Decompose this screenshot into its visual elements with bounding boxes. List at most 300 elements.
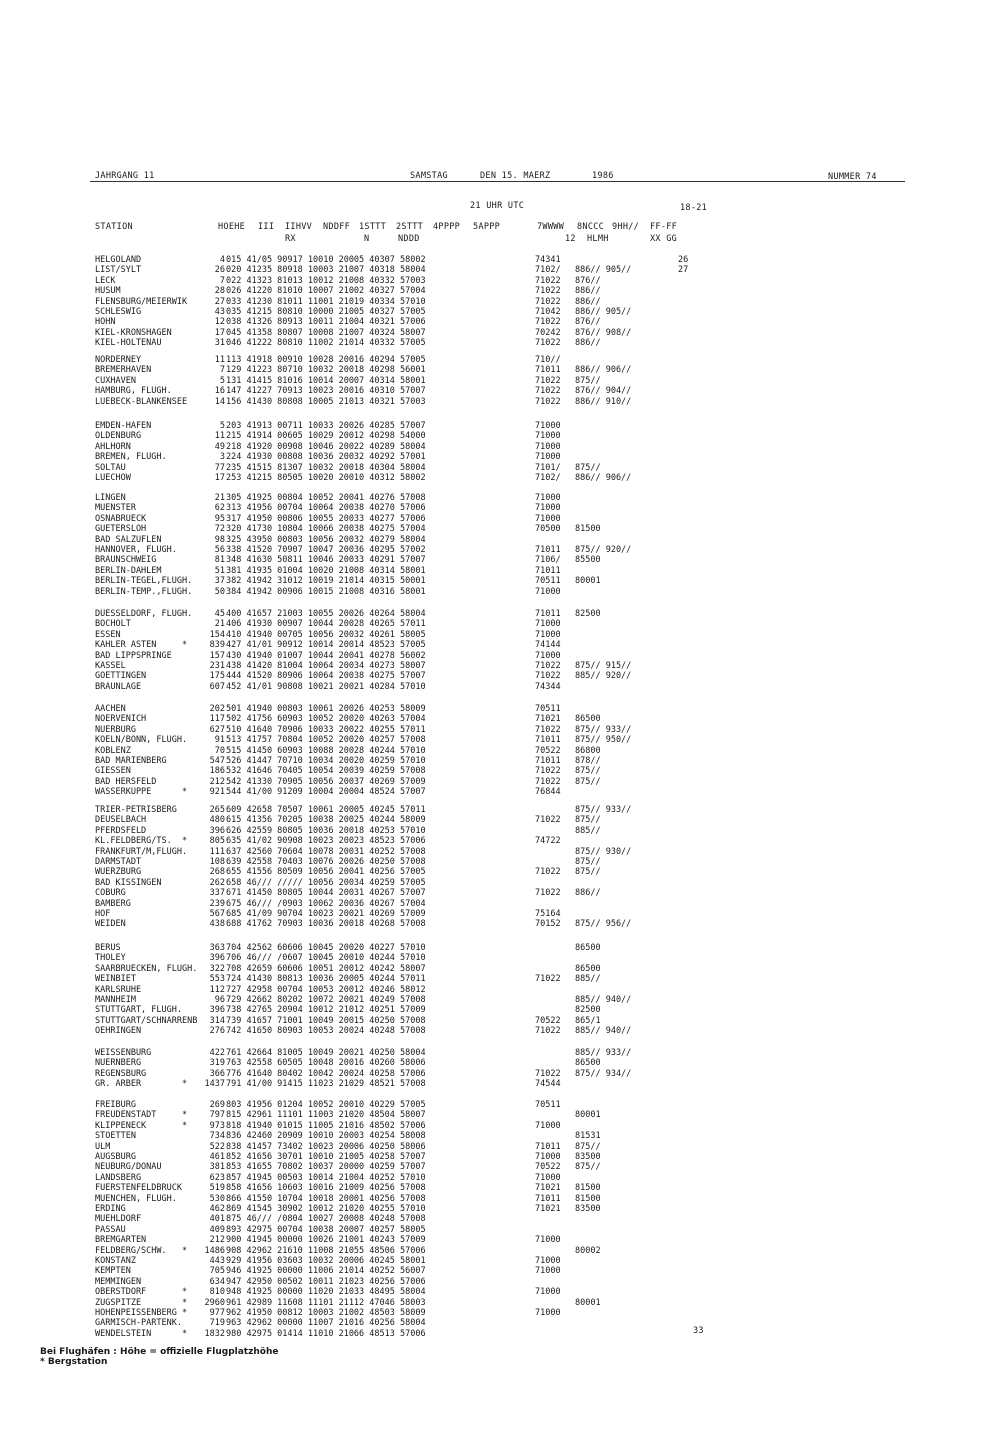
group-7: 71000 [535,586,561,597]
group-8-9: 875// [575,867,601,878]
group-7: 71011 [535,1193,561,1204]
station-name: GARMISCH-PARTENK. [95,1318,182,1329]
station-name: MUENCHEN, FLUGH. [95,1193,177,1204]
station-name: TRIER-PETRISBERG [95,805,177,815]
group-7: 70511 [535,1100,561,1110]
extra-group: 26 [678,255,689,265]
table-row [95,964,715,975]
station-height: 396 [209,825,225,836]
group-7: 71011 [535,365,561,376]
station-code-groups: 033 41230 81011 11001 21019 40334 57010 [226,296,426,307]
group-7: 71022 [535,396,561,407]
station-code-groups: 853 41655 70802 10037 20000 40259 57007 [226,1162,426,1173]
group-7: 71022 [535,724,561,735]
group-8-9: 886// [575,888,601,899]
time-range: 18-21 [680,203,708,213]
station-code-groups: 320 41730 10804 10066 20038 40275 57004 [226,524,426,535]
station-height: 634 [209,1276,225,1287]
table-row [95,630,715,641]
station-height: 26 [214,265,225,276]
table-row [95,1026,715,1037]
station-name: HOHN [95,317,116,328]
group-7: 70500 [535,524,561,535]
station-height: 627 [209,724,225,735]
group-8-9: 81500 [575,1193,601,1204]
column-header-label: N [364,234,370,244]
group-8-9: 80001 [575,576,601,587]
page-number: 33 [693,1326,704,1336]
extra-group: 27 [678,265,689,276]
station-name: BRAUNLAGE [95,681,142,692]
group-8-9: 875// [575,776,601,787]
station-name: KARLSRUHE [95,984,142,995]
table-row [95,826,715,837]
table-row [95,909,715,920]
group-7: 71022 [535,766,561,777]
station-name: EMDEN-HAFEN [95,421,152,431]
station-name: WUERZBURG [95,867,142,878]
station-code-groups: 542 41330 70905 10056 20037 40269 57009 [226,776,426,787]
group-8-9: 86500 [575,943,601,953]
station-code-groups: 218 41920 00908 10046 20022 40289 58004 [226,441,426,452]
time-utc: 21 UHR UTC [470,201,525,211]
table-row [95,1214,715,1225]
station-height: 4 [219,255,225,265]
station-code-groups: 400 41657 21003 10055 20026 40264 58004 [226,609,426,619]
group-8-9: 82500 [575,1005,601,1016]
station-name: NORDERNEY [95,355,142,365]
group-8-9: 885// 933// [575,1048,632,1058]
station-height: 1486 [204,1245,225,1256]
table-row [95,899,715,910]
table-row [95,566,715,577]
group-7: 71021 [535,714,561,725]
station-height: 276 [209,1026,225,1037]
table-row [95,766,715,777]
group-7: 71011 [535,565,561,576]
group-7: 71000 [535,629,561,640]
station-name: HELGOLAND [95,255,142,265]
station-code-groups: 305 41925 00804 10052 20041 40276 57008 [226,493,426,503]
station-height: 51 [214,565,225,576]
group-7: 71021 [535,1183,561,1194]
table-row [95,725,715,736]
group-7: 71000 [535,431,561,442]
station-name: BERLIN-TEGEL,FLUGH. [95,576,193,587]
column-header-label: 8NCCC [577,222,605,232]
group-7: 71000 [535,452,561,463]
station-name: FRANKFURT/M,FLUGH. [95,846,188,857]
station-code-groups: 962 41950 00812 10003 21002 48503 58009 [226,1308,426,1318]
station-code-groups: 803 41956 01204 10052 20010 40229 57005 [226,1100,426,1110]
station-height: 1832 [204,1328,225,1339]
station-height: 14 [214,396,225,407]
station-code-groups: 727 42958 00704 10053 20012 40246 58012 [226,984,426,995]
station-height: 202 [209,704,225,714]
station-code-groups: 637 42560 70604 10078 20031 40252 57008 [226,846,426,857]
table-row [95,1152,715,1163]
station-name: KLIPPENECK * [95,1120,188,1131]
table-row [95,1142,715,1153]
group-7: 71000 [535,493,561,503]
station-name: OSNABRUECK [95,513,147,524]
group-8-9: 876// 908// [575,327,632,338]
station-code-groups: 836 42460 20909 10010 20003 40254 58008 [226,1131,426,1142]
group-7: 71000 [535,1266,561,1277]
group-7: 71000 [535,1287,561,1298]
group-7: 71022 [535,386,561,397]
group-8-9: 876// 904// [575,386,632,397]
station-code-groups: 635 41/02 90908 10023 20023 48523 57006 [226,836,426,847]
group-8-9: 885// [575,825,601,836]
group-7: 71022 [535,974,561,985]
station-name: WEISSENBURG [95,1048,152,1058]
station-code-groups: 866 41550 10704 10018 20001 40256 57008 [226,1193,426,1204]
table-row [95,1110,715,1121]
table-row [95,857,715,868]
footnote-airports: Bei Flughäfen : Höhe = offizielle Flugplatzhöhe [40,1347,279,1357]
table-row [95,265,715,276]
table-row [95,317,715,328]
table-row [95,985,715,996]
station-name: LUEBECK-BLANKENSEE [95,396,188,407]
table-row [95,307,715,318]
station-height: 154 [209,629,225,640]
station-height: 11 [214,431,225,442]
group-7: 71022 [535,661,561,671]
station-name: BAD SALZUFLEN [95,534,162,545]
station-code-groups: 615 41356 70205 10038 20025 40244 58009 [226,815,426,826]
group-8-9: 876// [575,275,601,286]
column-header-label: 7WWWW [537,222,565,232]
table-row [95,836,715,847]
table-row [95,1277,715,1288]
station-name: ULM [95,1141,111,1152]
group-8-9: 80001 [575,1110,601,1121]
column-header-label: NDDFF [323,222,351,232]
station-name: BAD MARIENBERG [95,756,167,766]
station-name: AHLHORN [95,441,131,452]
station-name: KL.FELDBERG/TS. * [95,836,188,847]
column-header-label: 4PPPP [433,222,461,232]
jahrgang: JAHRGANG 11 [95,171,155,181]
station-code-groups: 729 42662 80202 10072 20021 40249 57008 [226,995,426,1005]
group-7: 71000 [535,650,561,661]
group-8-9: 875// [575,857,601,867]
column-header-label: 2STTT [396,222,424,232]
station-code-groups: 980 42975 01414 11010 21066 48513 57006 [226,1328,426,1339]
station-name: HUSUM [95,286,121,297]
group-8-9: 886// 906// [575,365,632,376]
station-name: BREMERHAVEN [95,365,152,376]
station-height: 95 [214,513,225,524]
table-row [95,815,715,826]
table-row [95,463,715,474]
group-7: 70522 [535,745,561,756]
station-code-groups: 215 41914 00605 10029 20012 40298 54000 [226,431,426,442]
station-code-groups: 026 41220 81010 10007 21002 40327 57004 [226,286,426,297]
table-row [95,1256,715,1267]
station-code-groups: 675 46/// /0903 10062 20036 40267 57004 [226,898,426,909]
station-name: KONSTANZ [95,1256,136,1266]
station-height: 31 [214,338,225,349]
station-code-groups: 381 41935 01004 10020 21008 40314 58001 [226,565,426,576]
station-code-groups: 224 41930 00808 10036 20032 40292 57001 [226,452,426,463]
table-row [95,1246,715,1257]
group-8-9: 885// 920// [575,671,632,682]
station-height: 805 [209,836,225,847]
station-height: 21 [214,619,225,630]
station-height: 480 [209,815,225,826]
footnote-mountain: * Bergstation [40,1357,108,1367]
station-name: KOELN/BONN, FLUGH. [95,735,188,746]
station-code-groups: 046 41222 80810 11002 21014 40332 57005 [226,338,426,349]
station-code-groups: 444 41520 80906 10064 20038 40275 57007 [226,671,426,682]
station-height: 212 [209,776,225,787]
group-8-9: 83500 [575,1152,601,1162]
group-7: 74544 [535,1079,561,1090]
station-height: 70 [214,745,225,756]
station-height: 322 [209,963,225,974]
table-row [95,386,715,397]
table-row [95,1225,715,1236]
station-code-groups: 406 41930 00907 10044 20028 40265 57011 [226,619,426,630]
station-height: 50 [214,586,225,597]
station-name: BREMGARTEN [95,1235,147,1246]
station-name: WASSERKUPPE * [95,787,188,798]
group-7: 71000 [535,1256,561,1266]
group-8-9: 875// 930// [575,846,632,857]
group-8-9: 83500 [575,1204,601,1214]
station-code-groups: 961 42989 11608 11101 21112 47046 58003 [226,1297,426,1308]
station-height: 973 [209,1120,225,1131]
table-row [95,1298,715,1309]
station-height: 21 [214,493,225,503]
station-height: 157 [209,650,225,661]
column-header-label: STATION [95,222,133,232]
station-name: PFERDSFELD [95,825,147,836]
station-code-groups: 858 41656 10603 10016 21009 40256 57008 [226,1183,426,1194]
group-7: 71022 [535,1026,561,1037]
station-name: HANNOVER, FLUGH. [95,545,177,555]
station-name: STUTTGART, FLUGH. [95,1005,182,1016]
group-8-9: 875// [575,1162,601,1173]
station-name: FLENSBURG/MEIERWIK [95,296,188,307]
table-row [95,431,715,442]
group-8-9: 81500 [575,1183,601,1194]
station-name: FUERSTENFELDBRUCK [95,1183,182,1194]
station-name: NEUBURG/DONAU [95,1162,162,1173]
station-code-groups: 739 41657 71001 10049 20015 40250 57008 [226,1015,426,1026]
station-height: 438 [209,919,225,930]
station-height: 17 [214,327,225,338]
station-height: 239 [209,898,225,909]
group-7: 71022 [535,317,561,328]
table-row [95,397,715,408]
group-8-9: 876// [575,317,601,328]
group-7: 71000 [535,421,561,431]
group-7: 71000 [535,503,561,514]
station-code-groups: 131 41415 81016 10014 20007 40314 58001 [226,375,426,386]
table-row [95,1318,715,1329]
table-row [95,671,715,682]
station-height: 45 [214,609,225,619]
column-header-label: NDDD [398,234,420,244]
group-7: 7106/ [535,555,561,566]
table-row [95,1005,715,1016]
station-height: 797 [209,1110,225,1121]
table-row [95,1048,715,1059]
station-height: 56 [214,545,225,555]
table-row [95,878,715,889]
group-7: 74144 [535,640,561,651]
table-row [95,535,715,546]
table-row [95,847,715,858]
station-height: 567 [209,909,225,919]
station-name: COBURG [95,888,126,899]
station-code-groups: 761 42664 81005 10049 20021 40250 58004 [226,1048,426,1058]
table-row [95,587,715,598]
group-8-9: 886// [575,338,601,349]
station-name: LECK [95,275,116,286]
table-row [95,682,715,693]
station-code-groups: 838 41457 73402 10023 20006 40250 58006 [226,1141,426,1152]
group-7: 71011 [535,609,561,619]
station-height: 77 [214,462,225,473]
station-height: 212 [209,1235,225,1246]
table-row [95,974,715,985]
station-name: GOETTINGEN [95,671,147,682]
table-row [95,746,715,757]
group-8-9: 82500 [575,609,601,619]
station-name: BERUS [95,943,121,953]
station-name: LUECHOW [95,473,131,483]
station-name: GIESSEN [95,766,131,777]
station-code-groups: 544 41/00 91209 10004 20004 48524 57007 [226,787,426,798]
column-header-label: 1STTT [359,222,387,232]
group-8-9: 865/1 [575,1015,601,1026]
group-7: 71000 [535,1120,561,1131]
station-name: KASSEL [95,661,126,671]
station-height: 3 [219,452,225,463]
station-name: CUXHAVEN [95,375,136,386]
table-row [95,1162,715,1173]
station-code-groups: 609 42658 70507 10061 20005 40245 57011 [226,805,426,815]
group-8-9: 86800 [575,745,601,756]
group-7: 71011 [535,1141,561,1152]
station-height: 443 [209,1256,225,1266]
station-height: 108 [209,857,225,867]
table-row [95,704,715,715]
group-7: 76844 [535,787,561,798]
station-name: AACHEN [95,704,126,714]
station-code-groups: 946 41925 00000 11006 21014 40252 56007 [226,1266,426,1277]
column-header-label: 5APPP [473,222,501,232]
station-code-groups: 706 46/// /0607 10045 20010 40244 57010 [226,953,426,964]
station-name: STUTTGART/SCHNARRENB [95,1015,198,1026]
group-8-9: 885// 940// [575,1026,632,1037]
station-height: 607 [209,681,225,692]
station-name: BRAUNSCHWEIG [95,555,157,566]
group-8-9: 875// [575,375,601,386]
group-8-9: 86500 [575,714,601,725]
station-height: 810 [209,1287,225,1298]
station-height: 422 [209,1048,225,1058]
station-name: REGENSBURG [95,1068,147,1079]
station-code-groups: 815 42961 11101 11003 21020 48504 58007 [226,1110,426,1121]
station-code-groups: 900 41945 00000 10026 21001 40243 57009 [226,1235,426,1246]
station-height: 28 [214,286,225,297]
station-height: 553 [209,974,225,985]
station-height: 519 [209,1183,225,1194]
station-code-groups: 685 41/09 90704 10023 20021 40269 57009 [226,909,426,919]
station-height: 623 [209,1172,225,1183]
station-name: GUETERSLOH [95,524,147,535]
day: SAMSTAG [410,171,448,181]
table-row [95,493,715,504]
station-height: 1437 [204,1079,225,1090]
station-height: 5 [219,421,225,431]
group-7: 74344 [535,681,561,692]
table-row [95,338,715,349]
station-code-groups: 791 41/00 91415 11023 21029 48521 57008 [226,1079,426,1090]
group-7: 71011 [535,735,561,746]
station-height: 72 [214,524,225,535]
group-7: 71021 [535,1204,561,1214]
table-row [95,1183,715,1194]
group-8-9: 875// 933// [575,805,632,815]
table-row [95,1308,715,1319]
group-8-9: 885// [575,974,601,985]
station-height: 7 [219,275,225,286]
station-code-groups: 658 46/// ///// 10056 20034 40259 57005 [226,877,426,888]
group-8-9: 875// [575,815,601,826]
station-height: 98 [214,534,225,545]
station-height: 11 [214,355,225,365]
station-height: 7 [219,365,225,376]
station-name: BAMBERG [95,898,131,909]
station-height: 62 [214,503,225,514]
station-height: 977 [209,1308,225,1318]
table-row [95,609,715,620]
table-row [95,355,715,366]
column-header-label: 12 [565,234,576,244]
table-row [95,1069,715,1080]
station-code-groups: 253 41215 80505 10020 20010 40312 58002 [226,473,426,483]
group-7: 7101/ [535,462,561,473]
station-height: 117 [209,714,225,725]
station-height: 734 [209,1131,225,1142]
station-height: 37 [214,576,225,587]
station-height: 522 [209,1141,225,1152]
station-code-groups: 875 46/// /0804 10027 20008 40248 57008 [226,1214,426,1225]
group-7: 71022 [535,815,561,826]
group-7: 70152 [535,919,561,930]
station-name: DEUSELBACH [95,815,147,826]
table-row [95,503,715,514]
station-code-groups: 510 41640 70906 10033 20022 40255 57011 [226,724,426,735]
table-row [95,787,715,798]
station-code-groups: 963 42962 00000 11007 21016 40256 58004 [226,1318,426,1329]
station-code-groups: 688 41762 70903 10036 20018 40268 57008 [226,919,426,930]
station-height: 96 [214,995,225,1005]
table-row [95,661,715,672]
group-8-9: 875// 956// [575,919,632,930]
group-8-9: 875// [575,1141,601,1152]
header-rule [90,181,905,182]
station-code-groups: 929 41956 03603 10032 20006 40245 58001 [226,1256,426,1266]
station-height: 921 [209,787,225,798]
